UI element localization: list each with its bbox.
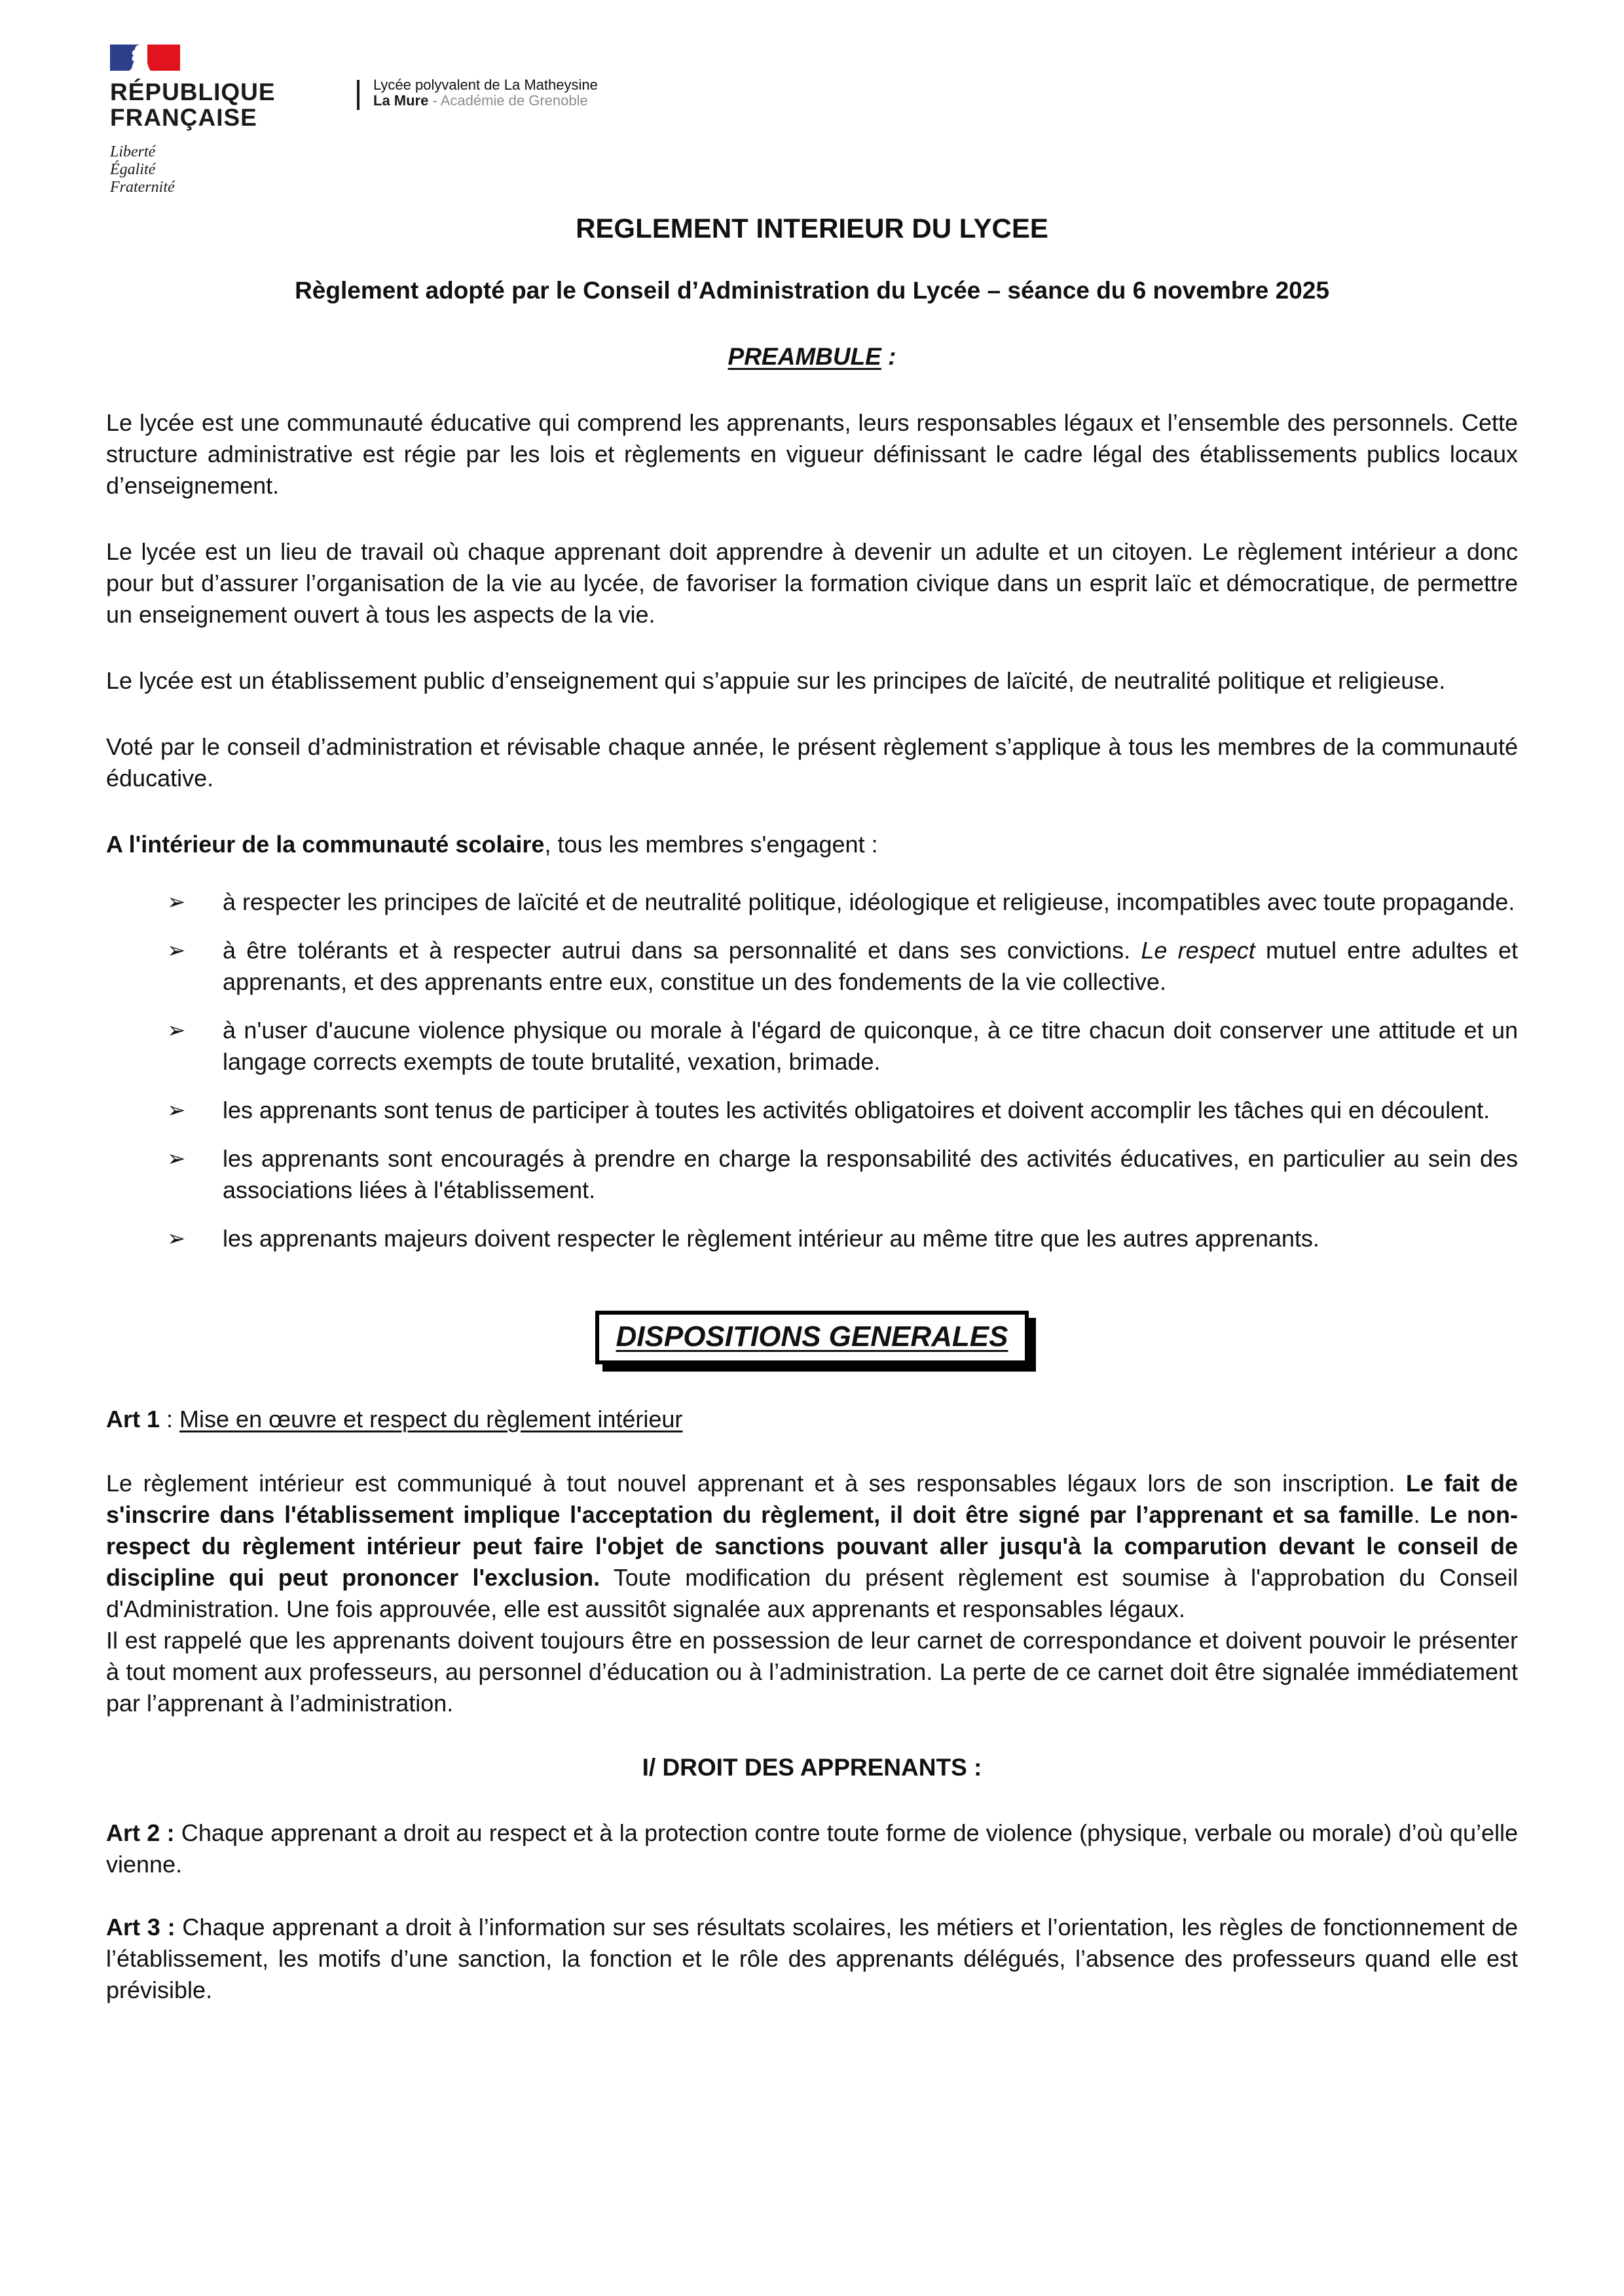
list-item [106,886,1518,918]
document-title: REGLEMENT INTERIEUR DU LYCEE [576,213,1048,244]
engagement-list [106,886,1518,1254]
arrow-bullet-icon: ➢ [167,1226,186,1252]
school-city: La Mure [373,92,429,109]
list-item-text: les apprenants sont encouragés à prendre en charge la responsabilité des activités éducatives, en particulier au sein des associations liées à l'établissement. [223,1145,1518,1203]
section-box-wrapper [106,1311,1518,1364]
arrow-bullet-icon: ➢ [167,1017,186,1044]
list-item [106,1143,1518,1206]
article-1-body: Le règlement intérieur est communiqué à tout nouvel apprenant et à ses responsables légaux lors de son inscription. Le fait de s'inscrire dans l'établissement implique l'acceptation du règlement, il doit être signé par l’apprenant et sa famille. Le non-respect du règlement intérieur peut faire l'objet de sanctions pouvant aller jusqu'à la comparution devant le conseil de discipline qui peut prononcer l'exclusion. Toute modification du présent règlement est soumise à l'approbation du Conseil d'Administration. Une fois approuvée, elle est aussitôt signalée aux apprenants et responsables légaux. Il est rappelé que les apprenants doivent toujours être en possession de leur carnet de correspondance et doivent pouvoir le présenter à tout moment aux professeurs, au personnel d’éducation ou à l’administration. La perte de ce carnet doit être signalée immédiatement par l’apprenant à l’administration. [106,1470,1518,1717]
preambule-paragraph-2: Le lycée est un lieu de travail où chaque apprenant doit apprendre à devenir un adulte et un citoyen. Le règlement intérieur a donc pour but d’assurer l’organisation de la vie au lycée, de favoriser la formation civique dans un esprit laïc et démocratique, de permettre un enseignement ouvert à tous les aspects de la vie. [106,538,1518,628]
vertical-divider [357,80,360,110]
school-location [373,93,598,109]
engagement-intro: A l'intérieur de la communauté scolaire, tous les membres s'engagent : [106,831,878,858]
logo-motto [110,143,276,196]
motto-fraternite: Fraternité [110,179,175,196]
page-header [106,45,1518,198]
list-item-text: à respecter les principes de laïcité et de neutralité politique, idéologique et religieuse, incompatibles avec toute propagande. [223,888,1515,915]
document-subtitle: Règlement adopté par le Conseil d’Administration du Lycée – séance du 6 novembre 2025 [295,277,1329,304]
article-2-paragraph: Art 2 : Chaque apprenant a droit au respect et à la protection contre toute forme de violence (physique, verbale ou morale) d’où qu’elle vienne. [106,1819,1519,1878]
preambule-heading: PREAMBULE : [728,343,896,370]
list-item-text: les apprenants majeurs doivent respecter le règlement intérieur au même titre que les autres apprenants. [223,1225,1320,1252]
logo-wordmark-line2: FRANÇAISE [110,104,257,131]
list-item-text: à être tolérants et à respecter autrui dans sa personnalité et dans ses convictions. Le respect mutuel entre adultes et apprenants, et des apprenants entre eux, constitue un des fondements de la vie collective. [223,937,1518,995]
arrow-bullet-icon: ➢ [167,889,186,915]
republique-francaise-logo [110,45,276,196]
list-item-text: à n'user d'aucune violence physique ou morale à l'égard de quiconque, à ce titre chacun doit conserver une attitude et un langage corrects exempts de toute brutalité, vexation, brimade. [223,1017,1518,1075]
section-box-dispositions-generales: DISPOSITIONS GENERALES [595,1311,1029,1364]
list-item [106,1015,1518,1078]
logo-wordmark-line1: RÉPUBLIQUE [110,79,276,105]
school-name: Lycée polyvalent de La Matheysine [373,77,598,93]
list-item [106,935,1518,998]
preambule-paragraph-1: Le lycée est une communauté éducative qui comprend les apprenants, leurs responsables légaux et l’ensemble des personnels. Cette structure administrative est régie par les lois et règlements en vigueur définissant le cadre légal des établissements publics locaux d’enseignement. [106,409,1518,499]
article-3-paragraph: Art 3 : Chaque apprenant a droit à l’information sur ses résultats scolaires, les métiers et l’orientation, les règles de fonctionnement de l’établissement, les motifs d’une sanction, la fonction et le rôle des apprenants délégués, l’absence des professeurs quand elle est prévisible. [106,1914,1518,2003]
article-1-heading: Art 1 : Mise en œuvre et respect du règlement intérieur [106,1406,683,1432]
school-academy: - Académie de Grenoble [428,92,588,109]
arrow-bullet-icon: ➢ [167,1097,186,1123]
motto-egalite: Égalité [110,161,156,178]
french-flag-icon [110,45,180,71]
list-item-text: les apprenants sont tenus de participer à toutes les activités obligatoires et doivent accomplir les tâches qui en découlent. [223,1097,1490,1123]
arrow-bullet-icon: ➢ [167,938,186,964]
preambule-paragraph-4: Voté par le conseil d’administration et révisable chaque année, le présent règlement s’applique à tous les membres de la communauté éducative. [106,733,1518,792]
preambule-paragraph-3: Le lycée est un établissement public d’enseignement qui s’appuie sur les principes de laïcité, de neutralité politique et religieuse. [106,667,1446,694]
list-item [106,1223,1518,1254]
list-item [106,1095,1518,1126]
school-identity [357,77,598,109]
motto-liberte: Liberté [110,143,156,160]
flag-red-block [147,45,180,71]
chapter-1-heading: I/ DROIT DES APPRENANTS : [642,1754,982,1781]
arrow-bullet-icon: ➢ [167,1146,186,1172]
logo-wordmark [110,79,276,130]
